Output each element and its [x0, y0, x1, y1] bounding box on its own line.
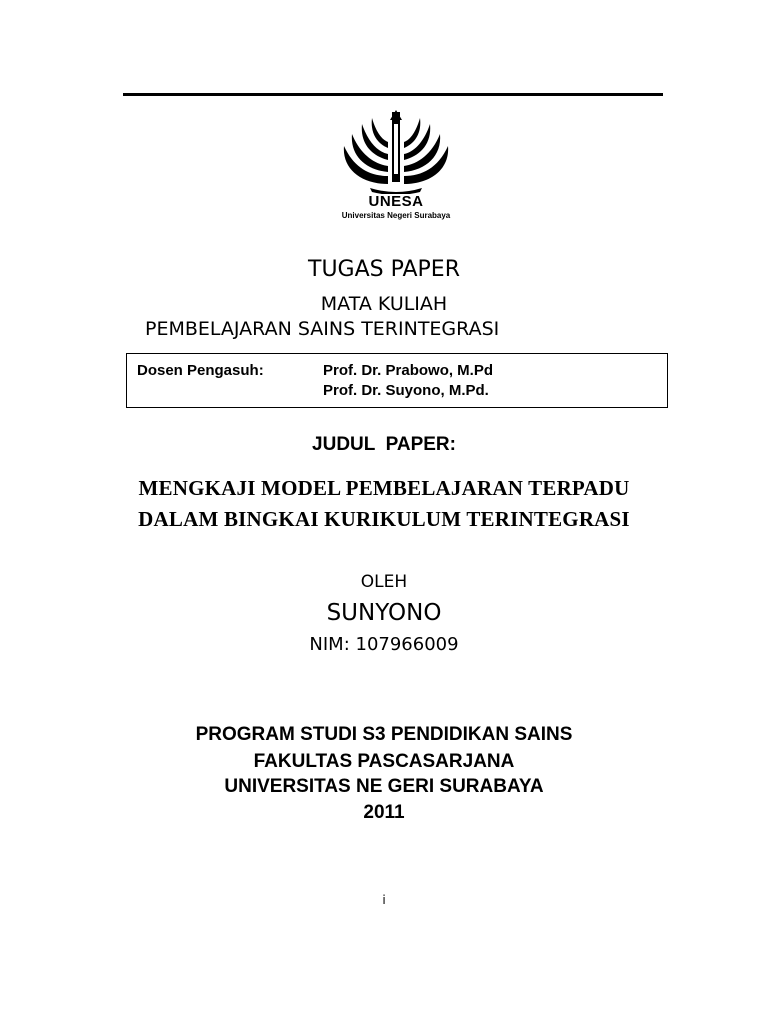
page-number: i	[382, 893, 386, 907]
by-label: OLEH	[360, 572, 408, 592]
top-rule	[123, 93, 663, 96]
course-name: PEMBELAJARAN SAINS TERINTEGRASI	[145, 318, 500, 340]
unesa-emblem-icon	[340, 110, 452, 194]
lecturer-name: Prof. Dr. Suyono, M.Pd.	[323, 382, 489, 399]
paper-title-line: DALAM BINGKAI KURIKULUM TERINTEGRASI	[138, 507, 630, 531]
university-logo	[340, 110, 452, 228]
logo-name: UNESA	[368, 193, 424, 210]
lecturer-label: Dosen Pengasuh:	[137, 362, 264, 379]
lecturer-name: Prof. Dr. Prabowo, M.Pd	[323, 362, 494, 379]
university: UNIVERSITAS NE GERI SURABAYA	[224, 776, 544, 797]
logo-subtitle: Universitas Negeri Surabaya	[341, 211, 451, 220]
faculty: FAKULTAS PASCASARJANA	[253, 751, 515, 772]
course-label: MATA KULIAH	[320, 293, 448, 315]
title-label: JUDUL PAPER:	[312, 434, 456, 455]
paper-title-line: MENGKAJI MODEL PEMBELAJARAN TERPADU	[138, 476, 630, 500]
year: 2011	[363, 802, 405, 823]
lecturer-box	[126, 353, 668, 408]
study-program: PROGRAM STUDI S3 PENDIDIKAN SAINS	[195, 724, 573, 745]
author-name: SUNYONO	[326, 600, 442, 626]
document-type: TUGAS PAPER	[308, 257, 460, 282]
author-nim: NIM: 107966009	[309, 634, 459, 655]
